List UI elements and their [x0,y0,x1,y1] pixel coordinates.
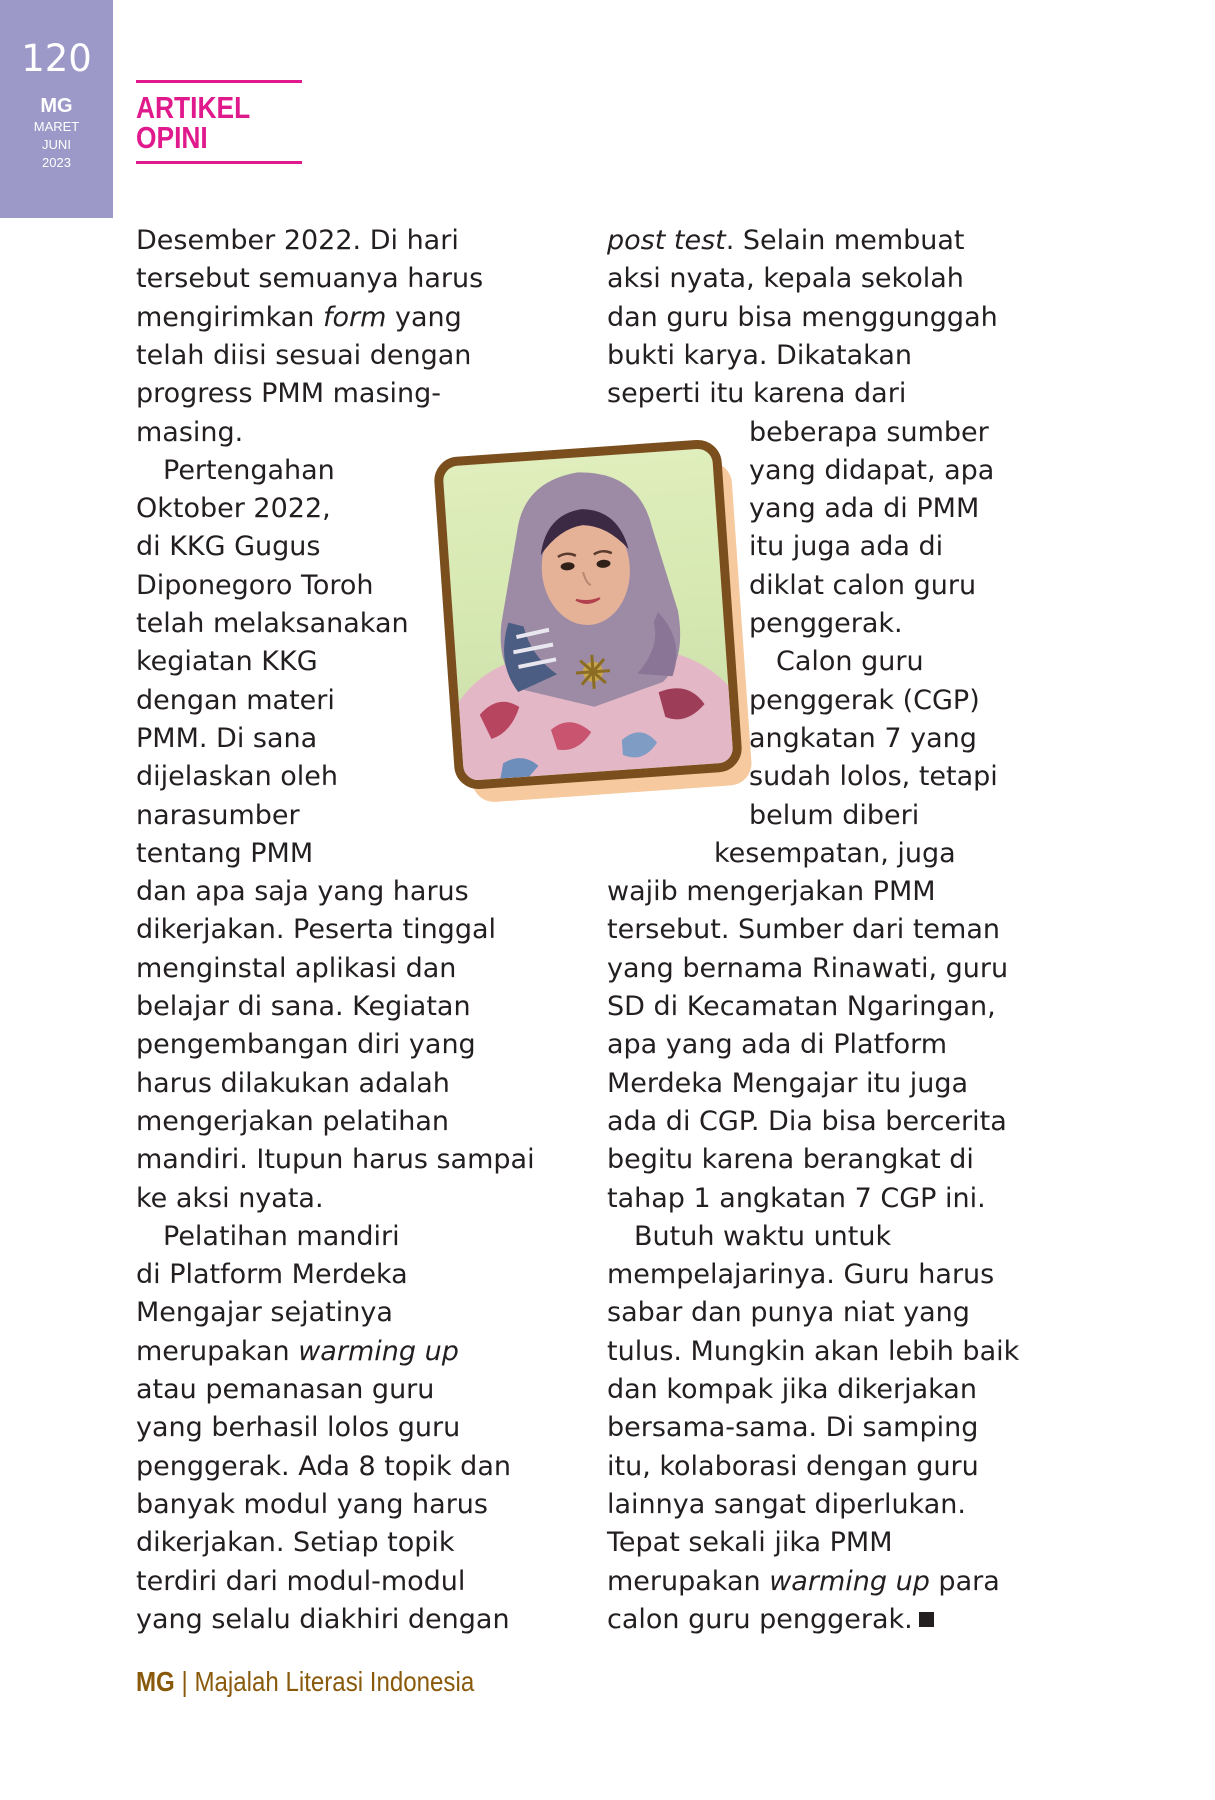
article-line: belajar di sana. Kegiatan [136,991,471,1022]
article-line: apa yang ada di Platform [607,1029,948,1061]
article-line: tersebut semuanya harus [136,263,484,295]
article-line: merupakan warming up para [607,1565,1000,1597]
article-line: terdiri dari modul-modul [136,1565,466,1597]
article-line: mengerjakan pelatihan [136,1105,449,1137]
section-rubric [136,80,302,164]
issue-month-2: JUNI [42,137,71,152]
article-line: beberapa sumber [749,416,989,448]
article-line: dengan materi [136,684,335,716]
footer-title: Majalah Literasi Indonesia [194,1666,475,1697]
end-of-article-icon [919,1612,934,1627]
article-line: mandiri. Itupun harus sampai [136,1144,535,1176]
article-line: Pertengahan [136,454,335,486]
author-photo [433,438,744,790]
article-line: telah diisi sesuai dengan [136,339,472,371]
article-line: kegiatan KKG [136,646,318,678]
article-line: Mengajar sejatinya [136,1297,393,1329]
article-line: yang berhasil lolos guru [136,1412,461,1444]
rubric-line-2: OPINI [136,120,208,155]
article-line: wajib mengerjakan PMM [607,876,936,908]
article-line: dikerjakan. Peserta tinggal [136,914,497,946]
article-line: sabar dan punya niat yang [607,1297,970,1329]
rubric-line-1: ARTIKEL [136,90,251,125]
article-line: diklat calon guru [749,569,977,601]
article-line: Diponegoro Toroh [136,569,374,601]
article-line: angkatan 7 yang [749,722,977,754]
article-line: masing. [136,416,244,448]
article-line: lainnya sangat diperlukan. [607,1488,966,1520]
article-line: atau pemanasan guru [136,1374,435,1405]
article-line: Desember 2022. Di hari [136,225,459,256]
article-line: seperti itu karena dari [607,378,907,410]
article-line: SD di Kecamatan Ngaringan, [607,991,996,1022]
article-line: Butuh waktu untuk [607,1220,892,1252]
article-line: tulus. Mungkin akan lebih baik [607,1335,1020,1367]
article-line: calon guru penggerak. [607,1601,934,1639]
article-line: Pelatihan mandiri [136,1220,400,1252]
article-line: menginstal aplikasi dan [136,952,457,984]
article-line: dan guru bisa menggunggah [607,301,998,333]
issue-month-1: MARET [33,119,80,134]
article-line: mengirimkan form yang [136,301,462,333]
article-line: kesempatan, juga [714,837,956,869]
article-line: itu juga ada di [749,531,944,563]
article-line: pengembangan diri yang [136,1029,476,1061]
article-line: telah melaksanakan [136,608,409,639]
article-line: itu, kolaborasi dengan guru [607,1450,979,1482]
article-line: yang didapat, apa [749,454,995,486]
article-line: penggerak. Ada 8 topik dan [136,1450,511,1482]
article-line: tentang PMM [136,837,314,869]
article-line: ke aksi nyata. [136,1182,324,1214]
article-line: merupakan warming up [136,1335,459,1367]
article-line: tahap 1 angkatan 7 CGP ini. [607,1182,986,1214]
article-line: banyak modul yang harus [136,1488,488,1520]
issue-year: 2023 [42,155,71,170]
article-line: yang bernama Rinawati, guru [607,952,1009,984]
article-line: aksi nyata, kepala sekolah [607,263,964,295]
article-line: progress PMM masing- [136,378,442,410]
magazine-abbrev: MG [40,95,73,117]
article-line: harus dilakukan adalah [136,1067,450,1099]
article-line: di Platform Merdeka [136,1259,408,1291]
article-line: dijelaskan oleh [136,761,339,793]
footer-brand: MG [136,1666,175,1697]
article-line: ada di CGP. Dia bisa bercerita [607,1105,1007,1137]
rubric-bottom-rule [136,161,302,164]
page-number: 120 [21,37,92,80]
page-footer [136,1666,474,1698]
article-line: narasumber [136,799,300,831]
page-tab [0,0,113,218]
article-line: penggerak (CGP) [749,684,980,716]
article-line: Tepat sekali jika PMM [607,1527,893,1559]
article-line: dikerjakan. Setiap topik [136,1527,455,1559]
article-line: dan kompak jika dikerjakan [607,1374,977,1405]
article-line: bukti karya. Dikatakan [607,339,913,371]
article-line: Oktober 2022, [136,493,331,525]
article-line: penggerak. [749,608,903,639]
article-line: belum diberi [749,799,920,831]
article-line: yang ada di PMM [749,493,980,525]
article-line: Merdeka Mengajar itu juga [607,1067,969,1099]
article-line: yang selalu diakhiri dengan [136,1603,510,1635]
article-line: Calon guru [749,646,924,678]
article-line: begitu karena berangkat di [607,1144,974,1176]
article-line: PMM. Di sana [136,722,318,754]
rubric-top-rule [136,80,302,83]
article-line: bersama-sama. Di samping [607,1412,979,1444]
article-line: dan apa saja yang harus [136,876,469,908]
article-line: tersebut. Sumber dari teman [607,914,1000,946]
footer-separator: | [174,1666,195,1697]
article-line: mempelajarinya. Guru harus [607,1259,995,1291]
article-line: post test. Selain membuat [607,225,965,256]
article-line: di KKG Gugus [136,531,321,563]
author-portrait-icon [442,448,733,781]
article-line: sudah lolos, tetapi [749,761,998,793]
